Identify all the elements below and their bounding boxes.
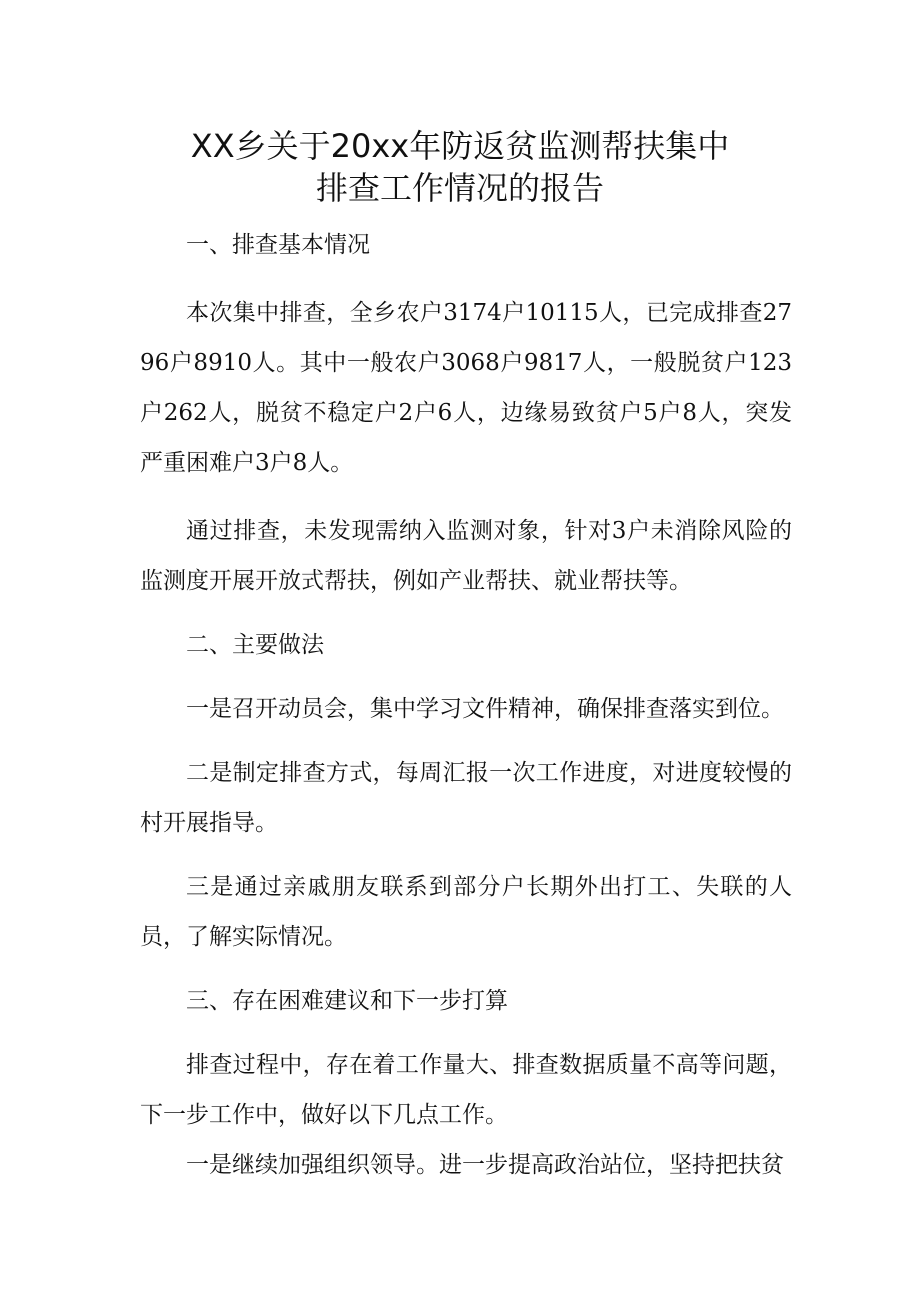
section-2-paragraph-3: 三是通过亲戚朋友联系到部分户长期外出打工、失联的人员，了解实际情况。 — [140, 874, 792, 950]
section-1-heading: 一、排查基本情况 — [186, 232, 370, 258]
section-2-paragraph-2: 二是制定排查方式，每周汇报一次工作进度，对进度较慢的村开展指导。 — [140, 760, 792, 836]
section-3-paragraph-2: 一是继续加强组织领导。进一步提高政治站位，坚持把扶贫 — [186, 1152, 784, 1178]
section-3-paragraph-1: 排查过程中，存在着工作量大、排查数据质量不高等问题，下一步工作中，做好以下几点工作。 — [140, 1052, 792, 1128]
document-body — [140, 220, 792, 1190]
section-3-heading: 三、存在困难建议和下一步打算 — [186, 988, 508, 1014]
section-1-paragraph-2: 通过排查，未发现需纳入监测对象，针对3户未消除风险的监测度开展开放式帮扶，例如产业帮扶、就业帮扶等。 — [140, 518, 792, 594]
document-title-line-1: XX乡关于20xx年防返贫监测帮扶集中 — [190, 127, 730, 165]
section-1-paragraph-1: 本次集中排查，全乡农户3174户10115人，已完成排查2796户8910人。其中一般农户3068户9817人，一般脱贫户123户262人，脱贫不稳定户2户6人，边缘易致贫户5户8人，突发严重困难户3户8人。 — [140, 300, 792, 476]
section-2-heading: 二、主要做法 — [186, 632, 324, 658]
document-title-line-2: 排查工作情况的报告 — [315, 169, 604, 207]
section-2-paragraph-1: 一是召开动员会，集中学习文件精神，确保排查落实到位。 — [186, 696, 784, 722]
